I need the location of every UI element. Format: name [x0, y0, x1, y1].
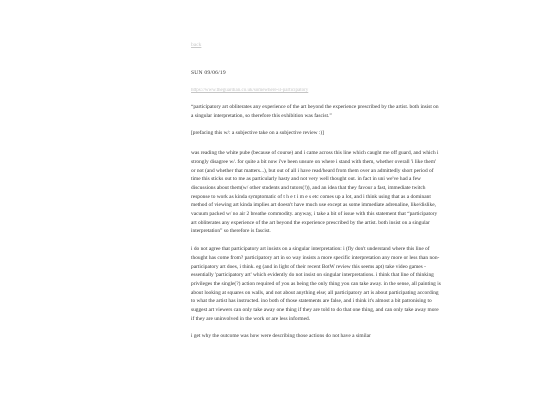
source-link[interactable]: https://www.theguardian.co.uk/somewhere-il-participatory: [191, 88, 309, 93]
post-preface: [prefacing this w/: a subjective take on a subjective review :)]: [191, 130, 324, 137]
post-quote: “participatory art obliterates any experience of the art beyond the experience prescribed by the artist. both insist on a singular interpretation, so therefore this exhibition was fascist.”: [191, 104, 439, 119]
post-date: SUN 09/06/19: [191, 70, 226, 76]
post-column: [191, 42, 441, 350]
back-link[interactable]: back: [191, 42, 202, 48]
post-paragraph: was reading the white pube (because of course) and i came across this line which caught me off guard, and which i strongly disagree w/. for quite a bit now i've been unsure on where i stand with them, whether overall 'i like them' or not (and whether that matters...), but out of all i have read/heard from them over an admittedly short period of time this sticks out to me as particularly hasty and not very well thought out. in fact in uni we've had a few discussions about them(w/ other students and tutors(!)), and an idea that they favour a fast, immediate twitch response to work as kinda symptomatic of t h e t i m e s etc comes up a lot, and i think using that as a dominant method of viewing art kinda implies art doesn't have much use except as some immediate adrenaline, like/dislike, vacuum packed w/ no air 2 breathe commodity. anyway, i take a bit of issue with this statement that “participatory art obliterates any experience of the art beyond the experience prescribed by the artist. both insist on a singular interpretation” so therefore is fascist.: [191, 150, 439, 235]
post-paragraph: i get why the outcome was how were describing those actions do not have a similar: [191, 333, 371, 340]
post-paragraph: i do not agree that participatory art insists on a singular interpretation: i (fly don't understand where this line of thought has come from? participatory art in so way insists a more specific interpretation any more or less than non-participatory art does, i think. eg (and in light of their recent BotW review this seems apt) take video games - essentially 'participatory art' which evidently do not insist on singular interpretations. i think that line of thinking privileges the single(?) action required of you as being the only thing you can take away. in the sense, all painting is about looking at squares on walls, and not about anything else; all participatory art is about participating according to what the artist has instructed. ino both of those statements are false, and i think it's almost a bit patronising to suggest art viewers can only take away one thing if they are told to do that one thing, and can only take away more if they are uninvolved in the work or are less informed.: [191, 246, 441, 322]
